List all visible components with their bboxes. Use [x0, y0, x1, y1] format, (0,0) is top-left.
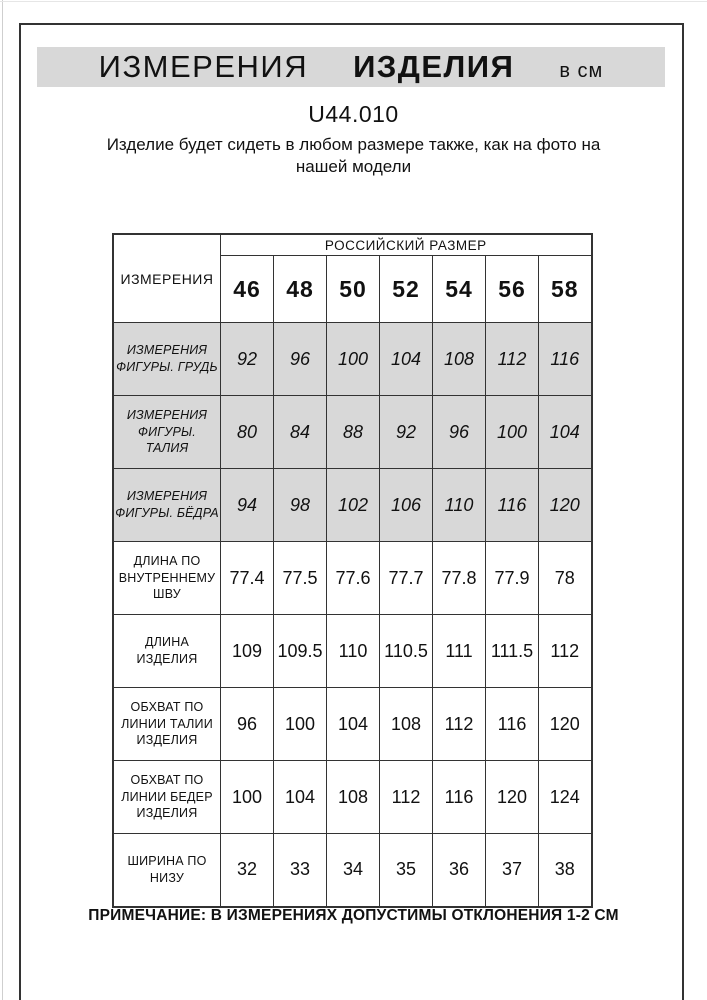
size-column-header: 52 — [380, 256, 433, 323]
value-cell: 120 — [539, 688, 592, 761]
value-cell: 112 — [433, 688, 486, 761]
value-cell: 116 — [486, 688, 539, 761]
value-cell: 77.5 — [274, 542, 327, 615]
value-cell: 109 — [221, 615, 274, 688]
value-cell: 34 — [327, 834, 380, 907]
value-cell: 102 — [327, 469, 380, 542]
value-cell: 120 — [539, 469, 592, 542]
value-cell: 77.9 — [486, 542, 539, 615]
value-cell: 94 — [221, 469, 274, 542]
value-cell: 111 — [433, 615, 486, 688]
size-column-header: 56 — [486, 256, 539, 323]
value-cell: 110.5 — [380, 615, 433, 688]
value-cell: 100 — [486, 396, 539, 469]
footnote: ПРИМЕЧАНИЕ: В ИЗМЕРЕНИЯХ ДОПУСТИМЫ ОТКЛОНЕНИЯ 1-2 СМ — [88, 907, 619, 924]
value-cell: 112 — [539, 615, 592, 688]
value-cell: 100 — [221, 761, 274, 834]
value-cell: 106 — [380, 469, 433, 542]
russian-size-header: РОССИЙСКИЙ РАЗМЕР — [221, 234, 592, 256]
row-label-cell: ОБХВАТ ПО ЛИНИИ БЕДЕР ИЗДЕЛИЯ — [113, 761, 221, 834]
row-label-cell: ИЗМЕРЕНИЯ ФИГУРЫ. ТАЛИЯ — [113, 396, 221, 469]
value-cell: 38 — [539, 834, 592, 907]
size-column-header: 54 — [433, 256, 486, 323]
value-cell: 112 — [486, 323, 539, 396]
value-cell: 35 — [380, 834, 433, 907]
title-product: ИЗДЕЛИЯ — [353, 49, 515, 84]
value-cell: 104 — [539, 396, 592, 469]
table-row — [113, 542, 592, 615]
value-cell: 112 — [380, 761, 433, 834]
value-cell: 80 — [221, 396, 274, 469]
value-cell: 116 — [539, 323, 592, 396]
value-cell: 98 — [274, 469, 327, 542]
value-cell: 104 — [380, 323, 433, 396]
value-cell: 84 — [274, 396, 327, 469]
table-row — [113, 688, 592, 761]
title-units: в см — [559, 60, 604, 82]
fit-note: Изделие будет сидеть в любом размере также, как на фото на нашей модели — [106, 135, 601, 177]
value-cell: 100 — [327, 323, 380, 396]
value-cell: 100 — [274, 688, 327, 761]
title-bar — [37, 47, 665, 87]
value-cell: 77.7 — [380, 542, 433, 615]
value-cell: 111.5 — [486, 615, 539, 688]
value-cell: 110 — [433, 469, 486, 542]
size-column-header: 50 — [327, 256, 380, 323]
value-cell: 108 — [327, 761, 380, 834]
value-cell: 77.8 — [433, 542, 486, 615]
table-row — [113, 396, 592, 469]
value-cell: 116 — [486, 469, 539, 542]
row-label-cell: ОБХВАТ ПО ЛИНИИ ТАЛИИ ИЗДЕЛИЯ — [113, 688, 221, 761]
value-cell: 88 — [327, 396, 380, 469]
measurements-column-header: ИЗМЕРЕНИЯ — [113, 234, 221, 323]
size-table-body — [113, 323, 592, 907]
row-label-cell: ДЛИНА ПО ВНУТРЕННЕМУ ШВУ — [113, 542, 221, 615]
row-label-cell: ШИРИНА ПО НИЗУ — [113, 834, 221, 907]
size-column-header: 46 — [221, 256, 274, 323]
size-table — [112, 233, 593, 908]
group-header-row — [113, 234, 592, 256]
value-cell: 32 — [221, 834, 274, 907]
value-cell: 108 — [380, 688, 433, 761]
value-cell: 96 — [433, 396, 486, 469]
product-code: U44.010 — [308, 101, 399, 127]
table-row — [113, 761, 592, 834]
value-cell: 104 — [274, 761, 327, 834]
row-label-cell: ИЗМЕРЕНИЯ ФИГУРЫ. ГРУДЬ — [113, 323, 221, 396]
size-column-header: 58 — [539, 256, 592, 323]
value-cell: 77.6 — [327, 542, 380, 615]
table-row — [113, 469, 592, 542]
scan-edge-left-artifact — [2, 0, 3, 1000]
value-cell: 120 — [486, 761, 539, 834]
value-cell: 109.5 — [274, 615, 327, 688]
value-cell: 110 — [327, 615, 380, 688]
value-cell: 37 — [486, 834, 539, 907]
value-cell: 108 — [433, 323, 486, 396]
value-cell: 36 — [433, 834, 486, 907]
value-cell: 116 — [433, 761, 486, 834]
row-label-cell: ДЛИНА ИЗДЕЛИЯ — [113, 615, 221, 688]
scan-edge-top-artifact — [0, 1, 707, 2]
value-cell: 33 — [274, 834, 327, 907]
title-measurements: ИЗМЕРЕНИЯ — [98, 49, 309, 84]
value-cell: 96 — [274, 323, 327, 396]
value-cell: 104 — [327, 688, 380, 761]
value-cell: 77.4 — [221, 542, 274, 615]
size-column-header: 48 — [274, 256, 327, 323]
value-cell: 92 — [380, 396, 433, 469]
value-cell: 92 — [221, 323, 274, 396]
table-row — [113, 323, 592, 396]
row-label-cell: ИЗМЕРЕНИЯ ФИГУРЫ. БЁДРА — [113, 469, 221, 542]
value-cell: 124 — [539, 761, 592, 834]
value-cell: 96 — [221, 688, 274, 761]
table-row — [113, 834, 592, 907]
table-row — [113, 615, 592, 688]
value-cell: 78 — [539, 542, 592, 615]
